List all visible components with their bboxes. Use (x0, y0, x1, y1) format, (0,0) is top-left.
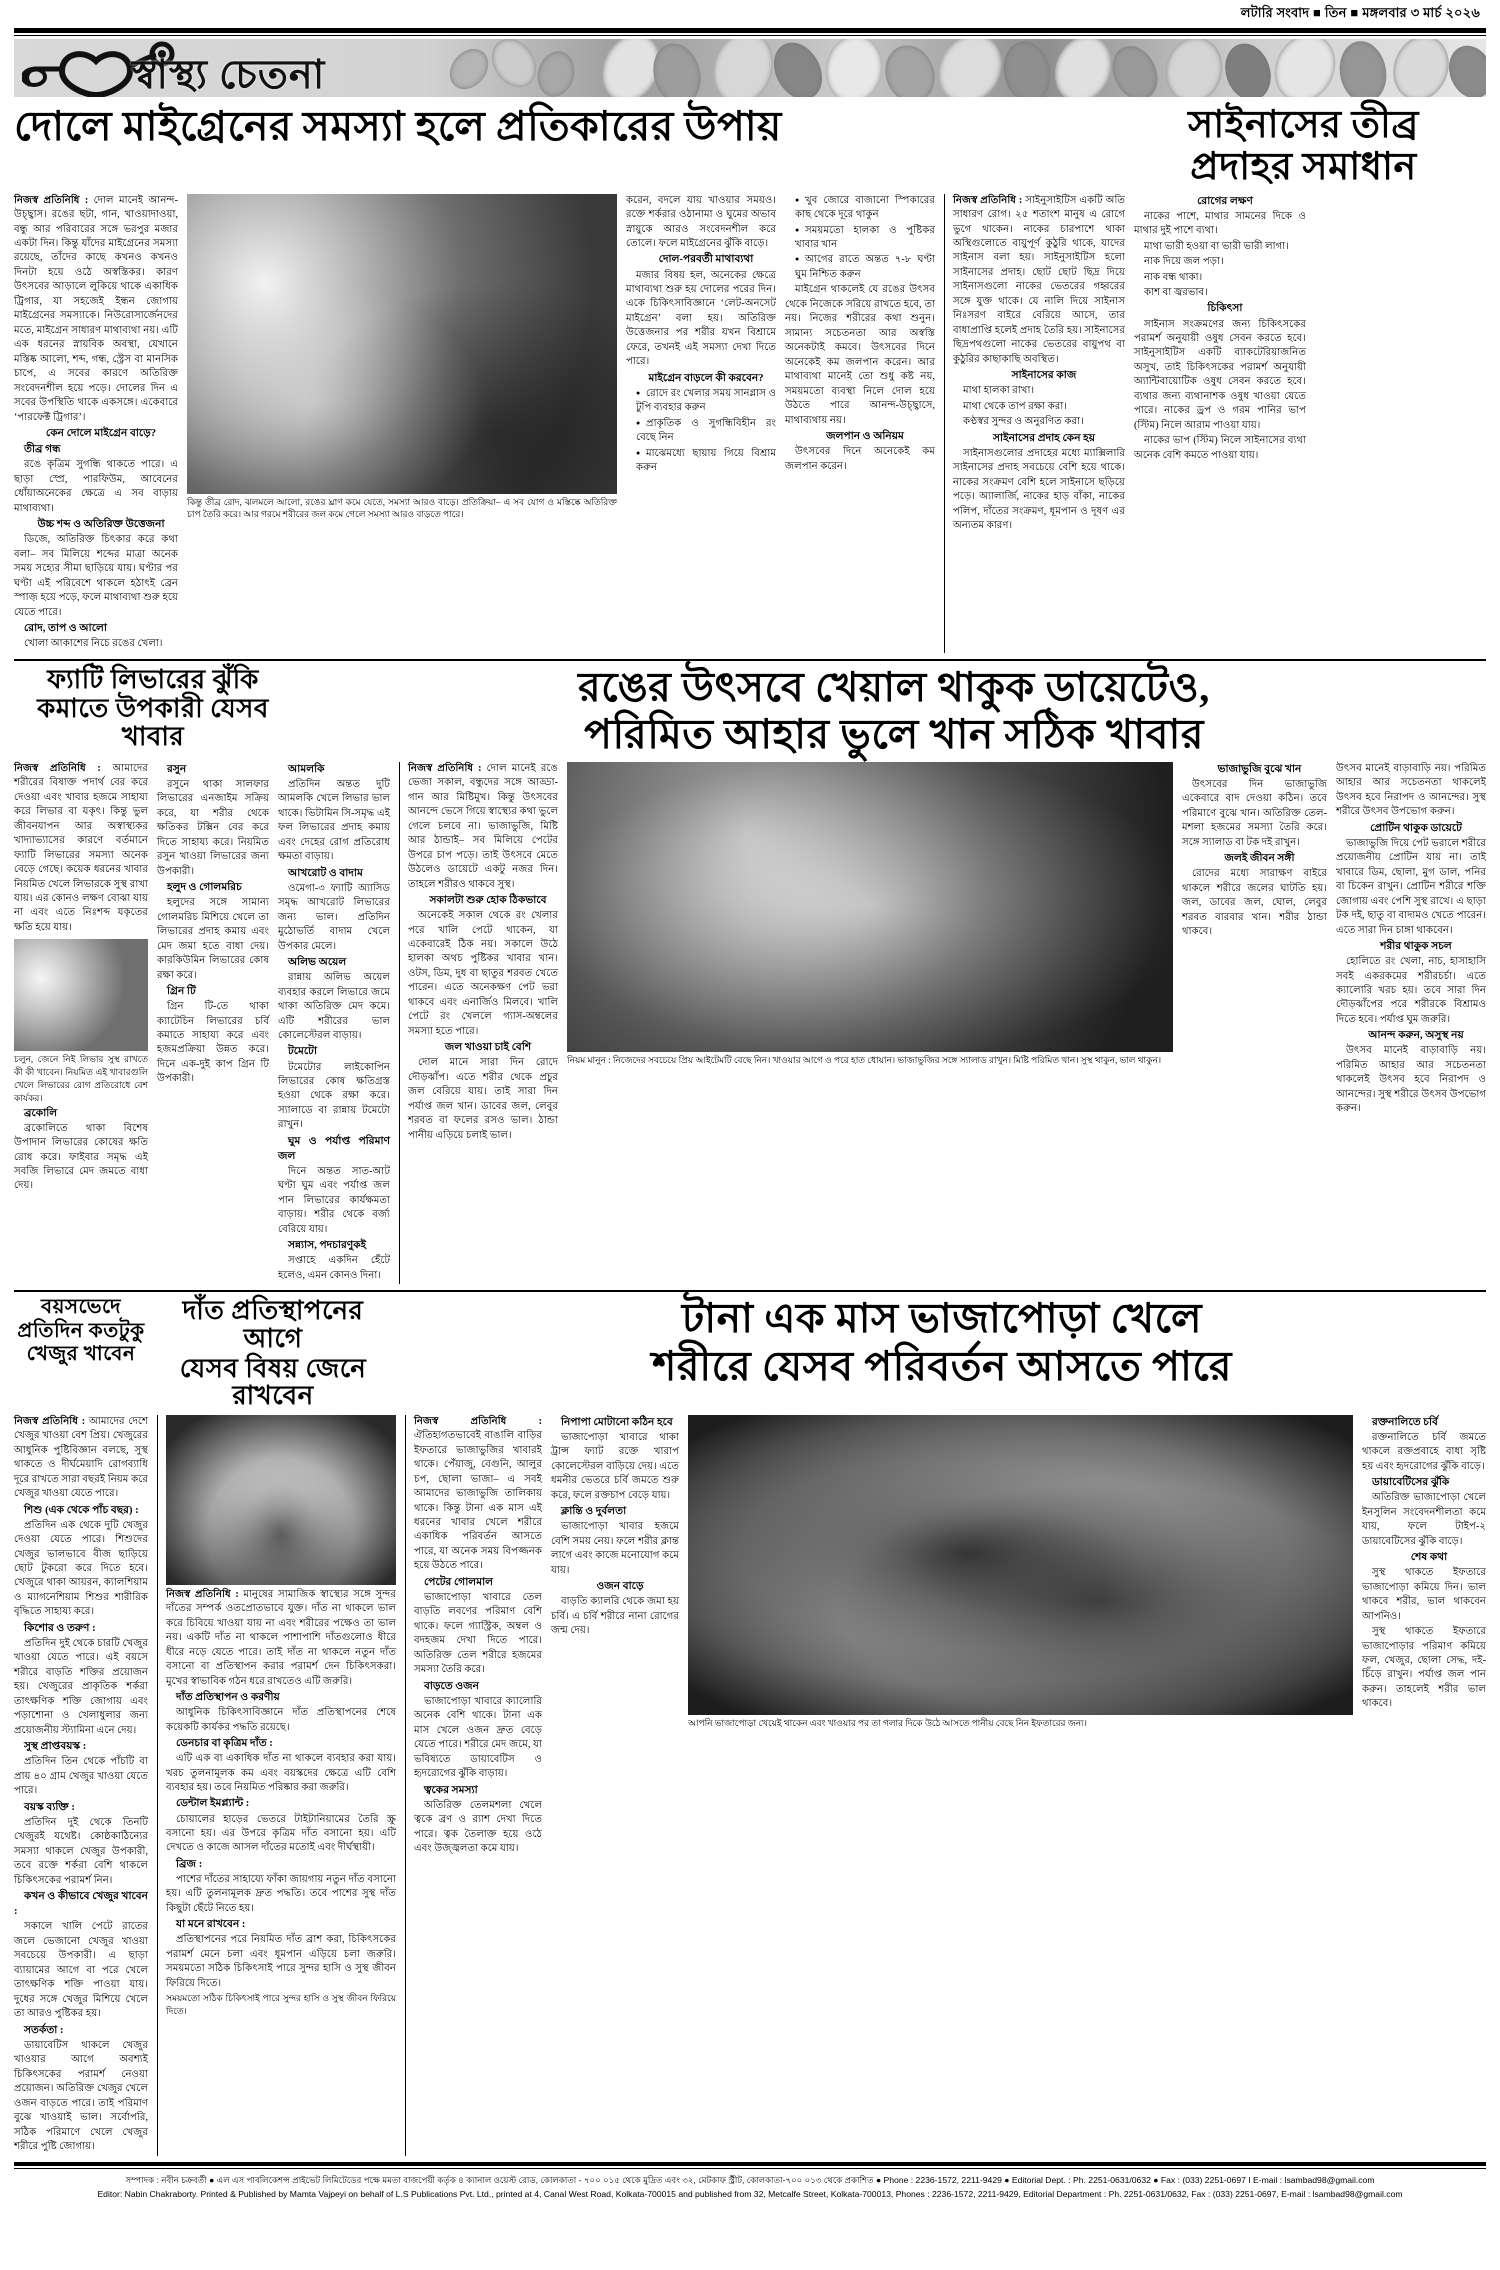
migraine-cap-left-title: রোদ, তাপ ও আলো (24, 623, 107, 635)
liver-intro: আমাদের শরীরের বিষাক্ত পদার্থ বের করে দেওয়া এবং খাবার হজমে সাহায্য করে লিভার বা যকৃৎ। কিন্তু ভুল জীবনযাপন আর অস্বাস্থ্যকর খাদ্যাভ্যাসের কারণে বর্তমানে ফ্যাটি লিভারের সমস্যা অনেক বেড়ে গেছে। কয়েক ধরনের খাবার নিয়মিত খেলে লিভারকে সুস্থ রাখা যায়। এর কোনও লক্ষণ বোঝা যায় না এবং এতে নিঃশব্দ যকৃতের ক্ষতি হয়ে যায়। (14, 762, 148, 933)
fried-col-1 (405, 1415, 542, 2156)
sinus-work-1: মাথা থেকে তাপ রক্ষা করা। (963, 400, 1067, 412)
fried-r3-title: শেষ কথা (1410, 1552, 1448, 1564)
migraine-col-3 (626, 194, 776, 653)
fried-sec-1-text: ভাজাপোড়া খাবারে ক্যালোরি অনেক বেশি থাকে। টানা এক মাস খেলে ওজন দ্রুত বেড়ে যেতে পারে। শরীরে মেদ জমে, যা ভবিষ্যতে ডায়াবেটিস ও হৃদরোগের ঝুঁকি বাড়ায়। (414, 1695, 542, 1780)
fried-sec-4-title: ক্লান্তি ও দুর্বলতা (561, 1506, 627, 1518)
migraine-sub3-text: ডিজে, অতিরিক্ত চিৎকার করে কথা বলা– সব মিলিয়ে শব্দের মাত্রা অনেক সময় সহ্যের সীমা ছাড়িয়ে যায়। ঘণ্টার পর ঘণ্টা এই পরিবেশে থাকলে হঠাৎই ব্রেন স্পাজ় হয়ে পড়ে, ফলে মাথাব্যথা শুরু হয়ে যেতে পারে। (14, 534, 178, 618)
holidiet-sub4-text: ভাজাভুজি দিয়ে পেট ভরালে শরীরে প্রয়োজনীয় প্রোটিন যায় না। তাই খাবারে ডিম, ছোলা, মুগ ডাল, পনির বা চিকেন রাখুন। প্রোটিন শরীরে শক্তি জোগায় এবং পেশি সুস্থ রাখে। এ ছাড়া টক দই, ছাতু বা বাদামও খেতে পারেন। এতে সারা দিন চাঙ্গা থাকবেন। (1336, 837, 1486, 936)
liver-item-4-title: আমলকি (288, 763, 325, 775)
headline-liver-line1: ফ্যাটি লিভারের ঝুঁকি (47, 664, 259, 694)
holidiet-sub5-text: হোলিতে রং খেলা, নাচ, হাসাহাসি সবই একরকমের শরীরচর্চা। এতে ক্যালোরি খরচ হয়। তবে সারা দিন দৌড়ঝাঁপের পরে শরীরকে বিশ্রামও দিতে হবে। পর্যাপ্ত ঘুম জরুরি। (1336, 956, 1486, 1025)
holidiet-sub3-title: ভাজাভুজি বুঝে খান (1217, 763, 1302, 775)
migraine-cap-right-title: জলপান ও অনিয়ম (826, 431, 904, 443)
fried-sec-0-title: পেটের গোলমাল (424, 1576, 494, 1588)
sinus-treat-title: চিকিৎসা (1207, 303, 1243, 315)
holidiet-sub4-title: প্রোটিন থাকুক ডায়েটে (1370, 822, 1462, 834)
teeth-smile-photo (166, 1415, 396, 1585)
fried-col-2 (551, 1415, 679, 2156)
sinus-symptom-3: নাক বন্ধ থাকা। (1144, 271, 1203, 283)
fried-sec-5-text: সুস্থ থাকতে ইফতারে ভাজাপোড়ার পরিমাণ কমিয়ে ফল, খেজুর, ছোলা সেদ্ধ, দই-চিঁড়ে রাখুন। পর্যাপ্ত জল পান করুন। তাহলেই শরীর ভাল থাকবে। (1362, 1626, 1486, 1710)
fried-sec-2-text: ভাজাপোড়া খাবারে থাকা ট্রান্স ফ্যাট রক্তে খারাপ কোলেস্টেরল বাড়িয়ে দেয়। এতে ধমনীর ভেতরে চর্বি জমতে শুরু করে, ফলে রক্তচাপ বেড়ে যায়। (551, 1431, 679, 1501)
holidiet-sub1-title: সকালটা শুরু হোক ঠিকভাবে (429, 895, 547, 906)
dates-sec-2-title: সুস্থ প্রাপ্তবয়স্ক : (24, 1741, 87, 1753)
imprint-english: Editor: Nabin Chakraborty. Printed & Published by Mamta Vajpeyi on behalf of L.S Publications Pvt. Ltd., printed at 4, Canal West Road, Kolkata-700015 and published from 32, Metcalfe Street, Kolkata-700013, Phones : 2236-1572, 2211-9429, Editorial Department : Ph. 2251-0631/0632, Fax : (033) 2251-0697, E-mail : lsambad98@gmail.com (97, 2189, 1403, 2200)
headline-dates-line1: বয়সভেদে (40, 1296, 122, 1319)
sinus-work-title: সাইনাসের কাজ (1011, 370, 1077, 382)
dates-sec-2-text: প্রতিদিন তিন থেকে পাঁচটি বা প্রায় ৪০ গ্রাম খেজুর খাওয়া যেতে পারে। (14, 1756, 148, 1797)
section-masthead (14, 39, 1486, 97)
dental-sec-4-text: প্রতিস্থাপনের পরে নিয়মিত দাঁত ব্রাশ করা, চিকিৎসকের পরামর্শ মেনে চলা এবং ধূমপান এড়িয়ে চলা জরুরি। সময়মতো সঠিক চিকিৎসাই পারে সুন্দর হাসি ও সুস্থ জীবন ফিরিয়ে দিতে। (166, 1934, 396, 1989)
dates-intro: আমাদের দেশে খেজুর খাওয়া বেশ প্রিয়। খেজুরের আধুনিক পুষ্টিবিজ্ঞান বলছে, সুস্থ থাকতে ও দীর্ঘমেয়াদি রোগব্যাধি দূরে রাখতে সারা বছরই নিয়ম করে খেজুর খাওয়া যেতে পারে। (14, 1415, 149, 1500)
migraine-lead-text: দোল মানেই আনন্দ-উচ্ছ্বাস। রঙের ছটা, গান, খাওয়াদাওয়া, বন্ধু আর পরিবারের সঙ্গে ভরপুর মজার একটা দিন। কিন্তু যাঁদের মাইগ্রেনের সমস্যা রয়েছে, তাঁদের কাছে কখনও কখনও দিনটা হয়ে ওঠে অস্বস্তিকর। কারণ উৎসবের আড়ালে লুকিয়ে থাকে একাধিক ট্রিগার, যা সহজেই ইন্ধন জোগায় মাইগ্রেনের সমস্যাকে। নিউরোসার্জেনদের মতে, মাইগ্রেন সাধারণ মাথাব্যথা নয়। এটি এক ধরনের স্নায়বিক অবস্থা, যেখানে মস্তিষ্ক আলো, শব্দ, গন্ধ, স্ট্রেস বা মানসিক চাপে, এ সবের কারণে অতিরিক্ত সংবেদনশীল হয়ে পড়ে। দোলের দিন এ সবের উপস্থিতি থাকে একসঙ্গে। একেবারে ‘পারফেক্ট ট্রিগার’। (14, 194, 178, 423)
section-separator-1 (14, 659, 1486, 661)
holidiet-sub1-text: অনেকেই সকাল থেকে রং খেলার পরে খালি পেটে থাকেন, যা একেবারেই ঠিক নয়। সকালে উঠে হালকা অথচ পুষ্টিকর খাবার খান। ওটস, ডিম, দুধ বা ছাতুর শরবত খেতে পারেন। এতে অনেকক্ষণ পেট ভরা থাকবে এবং এনার্জিও মিলবে। খালি পেটে রং খেললে গ্যাস-অম্বলের সমস্যা হতে পারে। (408, 910, 558, 1037)
dates-col-1 (14, 1415, 148, 2156)
masthead-title: স্বাস্থ্য চেতনা (132, 52, 326, 97)
headline-sinus-line2: প্রদাহর সমাধান (1190, 146, 1417, 189)
holi-sweets-gujiya-photo (567, 762, 1173, 1052)
liver-item-5-title: আখরোট ও বাদাম (288, 867, 363, 879)
liver-col-2 (157, 762, 269, 1285)
holidiet-col-2 (1182, 762, 1327, 1285)
fried-midhead: ওজন বাড়ে (596, 1581, 644, 1593)
dental-sec-1-text: এটি এক বা একাধিক দাঁত না থাকলে ব্যবহার করা যায়। খরচ তুলনামূলক কম এবং বয়স্কদের ক্ষেত্রে এটি বেশি ব্যবহার হয়। তবে নিয়মিত পরিষ্কার করা জরুরি। (166, 1753, 396, 1793)
liver-item-3-title: গ্রিন টি (167, 986, 196, 997)
liver-col-3 (278, 762, 390, 1285)
fried-r3-text: সুস্থ থাকতে ইফতারে ভাজাপোড়া কমিয়ে দিন। ভাল থাকবে শরীর, ভাল থাকবেন আপনিও। (1362, 1567, 1486, 1622)
fried-sec-1-title: বাড়তে ওজন (424, 1680, 479, 1692)
liver-item-0-title: ব্রকোলি (24, 1107, 58, 1119)
holidiet-sub3-text: উৎসবের দিন ভাজাভুজি একেবারে বাদ দেওয়া কঠিন। তবে পরিমাণে বুঝে খান। অতিরিক্ত তেল-মশলা হজমের সমস্যা তৈরি করে। সঙ্গে স্যালাড বা টক দই রাখুন। (1182, 778, 1327, 848)
dental-sec-0-text: আধুনিক চিকিৎসাবিজ্ঞানে দাঁত প্রতিস্থাপনের শেষে কয়েকটি কার্যকর পদ্ধতি রয়েছে। (166, 1707, 396, 1733)
holi-photo-caption: কিন্তু তীব্র রোদ, ঝলমলে আলো, রঙের ঘ্রাণ কমে যেতে, সমস্যা আরও বাড়ে। প্রতিক্রিয়া– এ সব যোগ ও মস্তিষ্কে অতিরিক্ত চাপ তৈরি করে। আর গরমে শরীরের জল কমে গেলে সমস্যা আরও বাড়তে পারে। (187, 496, 617, 519)
sinus-col-2 (1134, 194, 1306, 653)
sinus-col-1 (944, 194, 1125, 653)
headline-dental-line1: দাঁত প্রতিস্থাপনের আগে (182, 1296, 364, 1353)
headline-holidiet-line2: পরিমিত আহার ভুলে খান সঠিক খাবার (584, 711, 1204, 758)
liver-col-1 (14, 762, 148, 1285)
migraine-bullet-4: ● সময়মতো হালকা ও পুষ্টিকর খাবার খান (785, 224, 935, 253)
holidiet-sub2-title: জল খাওয়া চাই বেশি (444, 1042, 532, 1054)
holidiet-intro: দোল মানেই রঙে ভেজা সকাল, বন্ধুদের সঙ্গে আড্ডা-গান আর মিষ্টিমুখ। কিন্তু উৎসবের আনন্দে ভেসে গিয়ে স্বাস্থ্যের কথা ভুলে গেলে চলবে না। ভাজাভুজি, মিষ্টি আর ঠান্ডাই– সব মিলিয়ে পেটের উপরে চাপ পড়ে। তাই উৎসবে মেতে উঠলেও ডায়েটে একটু নজর দিন। তাহলে শরীরও থাকবে সুস্থ। (408, 762, 558, 890)
fried-sec-3-title: ত্বকের সমস্যা (424, 1784, 478, 1796)
dates-sec-1-text: প্রতিদিন দুই থেকে চারটি খেজুর খাওয়া যেতে পারে। এই বয়সে শরীরে বাড়তি শক্তির প্রয়োজন হয়। খেজুরের প্রাকৃতিক শর্করা তাৎক্ষণিক শক্তি জোগায় এবং পড়াশোনা ও খেলাধুলার জন্য প্রয়োজনীয় স্ট্যামিনা এনে দেয়। (14, 1637, 148, 1736)
fried-r1-title: রক্তনালিতে চর্বি (1372, 1416, 1438, 1428)
dental-sec-0-title: দাঁত প্রতিস্থাপন ও করণীয় (176, 1692, 280, 1703)
sinus-treat-text: সাইনাস সংক্রমণের জন্য চিকিৎসকের পরামর্শ অনুযায়ী ওষুধ সেবন করতে হবে। সাইনুসাইটিস একটি ব্যাকটেরিয়াজনিত অসুখ, তাই চিকিৎসকের পরামর্শ অনুযায়ী অ্যান্টিবায়োটিক ওষুধ সেবন করতে হবে। ব্যথার জন্য ব্যথানাশক ওষুধ খাওয়া যেতে পারে। নাকের ড্রপ ও গরম পানির ভাপ (স্টিম) নিলে আরাম পাওয়া যায়। (1134, 318, 1306, 431)
migraine-cap-right-text: উৎসবের দিনে অনেকেই কম জলপান করেন। (785, 446, 935, 472)
liver-byline: নিজস্ব প্রতিনিধি : (14, 762, 101, 774)
liver-item-0-text: ব্রকোলিতে থাকা বিশেষ উপাদান লিভারের কোষের ক্ষতি রোধ করে। ফাইবার সমৃদ্ধ এই সবজি লিভারে মেদ জমতে বাধা দেয়। (14, 1122, 148, 1192)
dental-photo-caption: সময়মতো সঠিক চিকিৎসাই পারে সুন্দর হাসি ও সুস্থ জীবন ফিরিয়ে দিতে। (166, 1993, 396, 2017)
migraine-sub3-title: উচ্চ শব্দ ও অতিরিক্ত উত্তেজনা (37, 519, 165, 531)
liver-item-8-text: দিনে অন্তত সাত-আট ঘণ্টা ঘুম এবং পর্যাপ্ত জল পান লিভারের কার্যক্ষমতা বাড়ায়। শরীর থেকে বর্জ্য বেরিয়ে যায়। (278, 1166, 390, 1235)
dental-intro: মানুষের সামাজিক স্বাস্থ্যের সঙ্গে সুন্দর দাঁতের সম্পর্ক ওতপ্রোতভাবে যুক্ত। দাঁত না থাকলে ভাল করে চিবিয়ে খাওয়া যায় না এবং শরীরের পক্ষেও তা ভাল নয়। একটি দাঁত না থাকলে পাশাপাশি দাঁতগুলোও ধীরে ধীরে নড়ে যেতে পারে। তাই দাঁত না থাকলে নতুন দাঁত বসানো বা প্রতিস্থাপন করার পরামর্শ দেন চিকিৎসকরা। মুখের স্বাভাবিক গঠন ধরে রাখতেও এটি জরুরি। (166, 1588, 397, 1687)
fried-byline: নিজস্ব প্রতিনিধি : (414, 1415, 542, 1427)
sinus-byline: নিজস্ব প্রতিনিধি : (953, 194, 1023, 206)
liver-item-6-title: অলিভ অয়েল (288, 957, 347, 969)
migraine-sub4-text: মজার বিষয় হল, অনেকের ক্ষেত্রে মাথাব্যথা শুরু হয় দোলের পরের দিন। একে চিকিৎসাবিজ্ঞানে ‘লেট-অনসেট মাইগ্রেন’ বলা হয়। অতিরিক্ত উত্তেজনার পর শরীর যখন বিশ্রামে ফেরে, তখনই এই সমস্যা দেখা দিতে পারে। (626, 269, 776, 368)
dental-sec-1-title: ডেনচার বা কৃত্রিম দাঁত : (176, 1738, 273, 1749)
fried-sec-4-text: ভাজাপোড়া খাবার হজমে বেশি সময় নেয়। ফলে শরীর ক্লান্ত লাগে এবং কাজে মনোযোগ কমে যায়। (551, 1521, 679, 1576)
liver-item-8-title: ঘুম ও পর্যাপ্ত পরিমাণ জল (278, 1135, 390, 1162)
liver-item-6-text: রান্নায় অলিভ অয়েল ব্যবহার করলে লিভারে জমে থাকা অতিরিক্ত মেদ কমে। এটি শরীরের ভাল কোলেস্টেরল বাড়ায়। (278, 972, 390, 1041)
migraine-bullet-5: ● আগের রাতে অন্তত ৭-৮ ঘণ্টা ঘুম নিশ্চিত করুন (785, 253, 935, 282)
holidiet-sub5-title: শরীর থাকুক সচল (1380, 941, 1452, 952)
top-rule (14, 28, 1486, 36)
migraine-bullet-2: ● মাঝেমধ্যে ছায়ায় গিয়ে বিশ্রাম করুন (626, 447, 776, 476)
dental-byline: নিজস্ব প্রতিনিধি : (166, 1588, 239, 1600)
fried-r2-text: অতিরিক্ত ভাজাপোড়া খেলে ইনসুলিন সংবেদনশীলতা কমে যায়, ফলে টাইপ-২ ডায়াবেটিসের ঝুঁকি বাড়ে। (1362, 1492, 1486, 1547)
dateline: লটারি সংবাদ ■ তিন ■ মঙ্গলবার ৩ মার্চ ২০২৬ (1240, 5, 1480, 20)
migraine-sub2-text: রঙে কৃত্রিম সুগন্ধি থাকতে পারে। এ ছাড়া স্প্রে, পারফিউম, আবেনের ধোঁয়াঅনেকের ক্ষেত্রে এ সব বাড়ায় মাথাব্যথা। (14, 459, 178, 514)
fried-snacks-plate-photo (688, 1415, 1353, 1715)
holidiet-tail: উৎসব মানেই বাড়াবাড়ি নয়। পরিমিত আহার আর সচেতনতা থাকলেই উৎসব হবে নিরাপদ ও আনন্দের। সুস্থ শরীরে উৎসব উপভোগ করুন। (1336, 762, 1486, 818)
headline-liver-line2: কমাতে উপকারী যেসব খাবার (37, 694, 269, 751)
liver-item-7-title: টমেটো (288, 1046, 318, 1058)
migraine-col-1 (14, 194, 178, 653)
sinus-symptoms-title: রোগের লক্ষণ (1197, 195, 1253, 207)
section-separator-2 (14, 1290, 1486, 1292)
migraine-sub5-title: মাইগ্রেন বাড়লে কী করবেন? (648, 372, 764, 384)
headline-fried-line1: টানা এক মাস ভাজাপোড়া খেলে (681, 1295, 1203, 1342)
holidiet-col-1 (399, 762, 558, 1285)
migraine-byline: নিজস্ব প্রতিনিধি : (14, 194, 89, 206)
dates-sec-0-text: প্রতিদিন এক থেকে দুটি খেজুর দেওয়া যেতে পারে। শিশুদের খেজুর ভালভাবে বীজ ছাড়িয়ে ছোট টুকরো করে দিতে হবে। খেজুরে থাকা আয়রন, ক্যালশিয়াম ও ম্যাগনেশিয়াম শিশুর শারীরিক বৃদ্ধিতে সাহায্য করে। (14, 1519, 148, 1618)
headline-holidiet-line1: রঙের উৎসবে খেয়াল থাকুক ডায়েটেও, (578, 663, 1210, 710)
holidiet-col-3 (1336, 762, 1486, 1285)
migraine-col-4 (785, 194, 935, 653)
headline-dates-line2: প্রতিদিন কতটুকু (17, 1319, 145, 1342)
sinus-symptom-1: মাথা ভারী হওয়া বা ভারী ভারী লাগা। (1144, 240, 1289, 252)
liver-item-2-text: হলুদের সঙ্গে সামান্য গোলমরিচ মিশিয়ে খেলে তা লিভারের প্রদাহ কমায় এবং মেদ জমা হতে বাধা দেয়। কারকিউমিন লিভারের কোষ রক্ষা করে। (157, 897, 269, 981)
imprint-bengali: সম্পাদক : নবীন চক্রবর্তী ● এল এস পাবলিকেশন্স প্রাইভেট লিমিটেডের পক্ষে মমতা বাজপেয়ী কর্তৃক ৪ ক্যানাল ওয়েস্ট রোড, কোলকাতা - ৭০০ ০১৫ থেকে মুদ্রিত এবং ৩২, মেটকাফ স্ট্রীট, কোলকাতা-৭০০ ০১৩ থেকে প্রকাশিত ● Phone : 2236-1572, 2211-9429 ● Editorial Dept. : Ph. 2251-0631/0632 ● Fax : (033) 2251-0697 I E-mail : lsambad98@gmail.com (125, 2174, 1375, 2185)
holidiet-submid-title: জলই জীবন সঙ্গী (1224, 853, 1295, 865)
migraine-sub2-title: তীব্র গন্ধ (24, 444, 61, 456)
dates-sec-5-title: সতর্কতা : (24, 2024, 64, 2036)
dates-byline: নিজস্ব প্রতিনিধি : (14, 1415, 86, 1427)
dates-sec-5-text: ডায়াবেটিস থাকলে খেজুর খাওয়ার আগে অবশ্যই চিকিৎসকের পরামর্শ নেওয়া প্রয়োজন। অতিরিক্ত খেজুর খেলে ওজন বাড়তে পারে। তাই পরিমাণ বুঝে খাওয়াই ভাল। সর্বোপরি, সঠিক পরিমাণে খেলে খেজুর শরীরে পুষ্টি জোগায়। (14, 2039, 148, 2153)
sinus-symptom-4: কাশ বা জ্বরভাব। (1144, 286, 1208, 298)
migraine-closing: মাইগ্রেন থাকলেই যে রঙের উৎসব থেকে নিজেকে সরিয়ে রাখতে হবে, তা নয়। নিজের শরীরের কথা শুনুন। সামান্য সচেতনতা আর অস্বস্তি অনেকটাই কমবে। উৎসবের দিনে অনেকেই কম জলপান করেন। আর মাথাব্যথা মানেই তো শুধু কষ্ট নয়, সময়মতো ব্যবস্থা নিলে দোল হয়ে উঠতে পারে আনন্দ-উচ্ছ্বাসে, মাথাব্যথায় নয়। (785, 284, 935, 426)
migraine-bullet-3: ● খুব জোরে বাজানো স্পিকারের কাছ থেকে দূরে থাকুন (785, 194, 935, 223)
migraine-bullet-1: ● প্রাকৃতিক ও সুগন্ধিবিহীন রং বেছে নিন (626, 417, 776, 446)
dates-sec-4-title: কখন ও কীভাবে খেজুর খাবেন : (14, 1891, 148, 1918)
sinus-symptom-2: নাক দিয়ে জল পড়া। (1144, 256, 1224, 268)
migraine-col3-text: করেন, বদলে যায় খাওয়ার সময়ও। রক্তে শর্করার ওঠানামা ও ঘুমের অভাব স্নায়ুকে আরও সংবেদনশীল করে তোলে। ফলে মাইগ্রেনের ঝুঁকি বাড়ে। (626, 194, 776, 249)
dates-sec-3-text: প্রতিদিন দুই থেকে তিনটি খেজুরই যথেষ্ট। কোষ্ঠকাঠিন্যের সমস্যা থাকলে খেজুর উপকারী, তবে রক্তে শর্করা বেশি থাকলে চিকিৎসকের পরামর্শ নিন। (14, 1816, 148, 1886)
footer-rule (14, 2162, 1486, 2169)
migraine-cap-left-text: খোলা আকাশের নিচে রঙের খেলা। (24, 638, 163, 650)
dental-sec-2-text: চোয়ালের হাড়ের ভেতরে টাইটানিয়ামের তৈরি স্ক্রু বসানো হয়। এর উপরে কৃত্রিম দাঁত বসানো হয়। এটি দেখতে ও কাজে আসল দাঁতের মতোই এবং দীর্ঘস্থায়ী। (166, 1813, 396, 1854)
liver-photo-caption: চলুন, জেনে নিই লিভার সুস্থ রাখতে কী কী খাবেন। নিয়মিত এই খাবারগুলি খেলে লিভারের রোগ প্রতিরোধে বেশ কার্যকর। (14, 1054, 148, 1103)
sinus-work-0: মাথা হালকা রাখা। (963, 385, 1035, 397)
liver-item-3-text: গ্রিন টি-তে থাকা ক্যাটেচিন লিভারের চর্বি কমাতে সাহায্য করে এবং হজমপ্রক্রিয়া উন্নত করে। দিনে এক-দুই কাপ গ্রিন টি উপকারী। (157, 1001, 269, 1085)
migraine-sub1: কেন দোলে মাইগ্রেন বাড়ে? (45, 428, 157, 440)
liver-item-9-text: সপ্তাহে একদিন হেঁটে হলেও, এমন কোনও দিনা। (278, 1255, 390, 1281)
dates-sec-0-title: শিশু (এক থেকে পাঁচ বছর) : (24, 1504, 139, 1516)
dental-sec-2-title: ডেন্টাল ইমপ্ল্যান্ট : (176, 1798, 250, 1810)
sinus-why-title: সাইনাসের প্রদাহ কেন হয় (993, 432, 1095, 444)
holidiet-sub6-text2: উৎসব মানেই বাড়াবাড়ি নয়। পরিমিত আহার আর সচেতনতা থাকলেই উৎসব হবে নিরাপদ ও আনন্দের। সুস্থ শরীরে উৎসব উপভোগ করুন। (1336, 1045, 1486, 1115)
liver-item-9-title: সন্ন্যাস, পদচারণুকই (288, 1240, 367, 1252)
sinus-why-text: সাইনাসগুলোর প্রদাহের মধ্যে ম্যাক্সিলারি সাইনাসের প্রদাহ সবচেয়ে বেশি হয়ে থাকে। নাকের সংক্রমণ বেশি হলে সাইনাসে ছড়িয়ে পড়ে। অ্যালার্জি, নাকের হাড় বাঁকা, নাকের পলিপ, দাঁতের সংক্রমণ, ধূমপান ও দূষণ এর অন্যতম কারণ। (953, 447, 1125, 532)
fried-intro: ঐতিহ্যগতভাবেই বাঙালি বাড়ির ইফতারে ভাজাভুজির খাবারই থাকে। পেঁয়াজু, বেগুনি, আলুর চপ, ছোলা ভাজা– এ সবই আমাদের ভাজাভুজি তালিকায় থাকে। কিন্তু টানা এক মাস এই ধরনের খাবার খেলে শরীরে একাধিক পরিবর্তন আসতে পারে, যা অনেক সময় বিপজ্জনক হয়ে উঠতে পারে। (414, 1430, 542, 1572)
dates-sec-4-text: সকালে খালি পেটে রাতের জলে ভেজানো খেজুর খাওয়া সবচেয়ে উপকারী। এ ছাড়া ব্যায়ামের আগে বা পরে খেলে তাৎক্ষণিক শক্তি পাওয়া যায়। দুধের সঙ্গে খেজুর মিশিয়ে খেলে তা আরও পুষ্টিকর হয়। (14, 1921, 148, 2020)
dental-sec-3-title: ব্রিজ : (176, 1858, 203, 1870)
fried-col-3 (1362, 1415, 1486, 2156)
liver-item-7-text: টমেটোর লাইকোপিন লিভারের কোষ ক্ষতিগ্রস্ত হওয়া থেকে রক্ষা করে। স্যালাডে বা রান্নায় টমেটো রাখুন। (278, 1061, 390, 1131)
dental-sec-3-text: পাশের দাঁতের সাহায্যে ফাঁকা জায়গায় নতুন দাঁত বসানো হয়। এটি তুলনামূলক দ্রুত পদ্ধতি। তবে পাশের সুস্থ দাঁত কিছুটা ছেঁটে নিতে হয়। (166, 1874, 396, 1914)
headline-migraine: দোলে মাইগ্রেনের সমস্যা হলে প্রতিকারের উপায় (14, 103, 782, 149)
fried-midtext: বাড়তি ক্যালরি থেকে জমা হয় চর্বি। এ চর্বি শরীরে নানা রোগের জন্ম দেয়। (551, 1596, 679, 1637)
fried-r1-text: রক্তনালিতে চর্বি জমতে থাকলে রক্তপ্রবাহে বাধা সৃষ্টি হয় এবং হৃদরোগের ঝুঁকি বাড়ে। (1362, 1431, 1486, 1472)
liver-item-1-title: রসুন (167, 763, 187, 775)
headline-fried-line2: শরীরে যেসব পরিবর্তন আসতে পারে (652, 1342, 1232, 1389)
headline-dental-line2: যেসব বিষয় জেনে রাখবেন (179, 1353, 367, 1411)
holidiet-submid-text: রোদের মধ্যে সারাক্ষণ বাইরে থাকলে শরীরে জলের ঘাটতি হয়। জল, ডাবের জল, ঘোল, লেবুর শরবত বারবার খান। শরীর ঠান্ডা থাকবে। (1182, 868, 1327, 938)
headline-dates-line3: খেজুর খাবেন (26, 1342, 136, 1365)
dates-sec-3-title: বয়স্ক ব্যক্তি : (24, 1801, 75, 1813)
fried-sec-3-text: অতিরিক্ত তেলমশলা খেলে ত্বকে ব্রণ ও র‍্যাশ দেখা দিতে পারে। ত্বক তৈলাক্ত হয়ে ওঠে এবং উজ্জ্বলতা কমে যায়। (414, 1799, 542, 1855)
fruits-vegetables-photo (14, 939, 148, 1051)
dates-sec-1-title: কিশোর ও তরুণ : (24, 1622, 96, 1634)
fried-sec-2-title: নিপাপা মোটানো কঠিন হবে (561, 1416, 673, 1428)
holi-sweets-caption: নিয়ম মানুন : নিজেদের সবচেয়ে প্রিয় আইটেমটি বেছে নিন। খাওয়ার আগে ও পরে হাত ধোয়ান। ভাজাভুজির সঙ্গে স্যালাড রাখুন। মিষ্টি পরিমিত খান। সুস্থ থাকুন, ভাল থাকুন। (567, 1054, 1162, 1065)
sinus-caption: নাকের ভাপ (স্টিম) নিলে সাইনাসের ব্যথা অনেক বেশি কমতে পাওয়া যায়। (1134, 435, 1306, 461)
sinus-symptom-0: নাকের পাশে, মাথার সামনের দিকে ও মাথার দুই পাশে ব্যথা। (1134, 210, 1306, 237)
dental-sec-4-title: যা মনে রাখবেন : (176, 1919, 246, 1931)
liver-item-5-text: ওমেগা-৩ ফ্যাটি অ্যাসিড সমৃদ্ধ আখরোট লিভারের জন্য ভাল। প্রতিদিন মুঠোভর্তি বাদাম খেলে উপকার মেলে। (278, 882, 390, 952)
holidiet-byline: নিজস্ব প্রতিনিধি : (408, 762, 482, 774)
fried-sec-0-text: ভাজাপোড়া খাবারে তেল বাড়তি লবণের পরিমাণ বেশি থাকে। ফলে গ্যাস্ট্রিক, অম্বল ও বদহজম দেখা দিতে পারে। অতিরিক্ত তেল শরীরে হজমের সমস্যা তৈরি করে। (414, 1591, 542, 1676)
sinus-intro: সাইনুসাইটিস একটি অতি সাধারণ রোগ। ২৫ শতাংশ মানুষ এ রোগে ভুগে থাকেন। নাকের চারপাশে থাকা অস্থিগুলোতে বায়ুপূর্ণ কুঠুরি থাকে, যাদের সাইনাস বলা হয়। সাইনুসাইটিস হলো সাইনাসের প্রদাহ। ছোট ছোট ছিদ্র দিয়ে সাইনাসগুলো নাকের ভেতরের গহ্বরের সঙ্গে যুক্ত থাকে। যে নালি দিয়ে সাইনাস নিঃসরণ বাইরে বেরিয়ে আসে, তার বাধাপ্রাপ্তি হলেই প্রদাহ তৈরি হয়। সাইনাসের ছিদ্রপথগুলো নাকের ভেতরের বায়ুপথ বা কুঠুরির কাছাকাছি অবস্থিত। (953, 194, 1126, 365)
liver-item-4-text: প্রতিদিন অন্তত দুটি আমলকি খেলে লিভার ভাল থাকে। ভিটামিন সি-সমৃদ্ধ এই ফল লিভারের প্রদাহ কমায় এবং দেহের রোগ প্রতিরোধ ক্ষমতা বাড়ায়। (278, 778, 390, 863)
dental-col-1 (157, 1415, 396, 2156)
fried-r2-title: ডায়াবেটিসের ঝুঁকি (1372, 1477, 1450, 1489)
liver-item-2-title: হলুদ ও গোলমরিচ (167, 882, 242, 894)
migraine-bullet-0: ● রোদে রং খেলার সময় সানগ্লাস ও টুপি ব্যবহার করুন (626, 387, 776, 416)
migraine-sub4-title: দোল-পরবর্তী মাথাব্যথা (658, 254, 754, 266)
holidiet-sub2-text: দোল মানে সারা দিন রোদে দৌড়ঝাঁপ। এতে শরীর থেকে প্রচুর জল বেরিয়ে যায়। তাই সারা দিন পর্যাপ্ত জল খান। ডাবের জল, লেবুর শরবত বা ফলের রসও ভাল। ঠান্ডা পানীয় এড়িয়ে চলাই ভাল। (408, 1057, 558, 1141)
headline-sinus-line1: সাইনাসের তীব্র (1188, 104, 1419, 146)
sinus-work-2: কণ্ঠস্বর সুন্দর ও অনুরণিত করা। (963, 416, 1084, 428)
holidiet-sub6-title: আনন্দ করুন, অসুস্থ নয় (1368, 1030, 1464, 1042)
liver-item-1-text: রসুনে থাকা সালফার লিভারের এনজাইম সক্রিয় করে, যা শরীর থেকে ক্ষতিকর টক্সিন বের করে দিতে সাহায্য করে। নিয়মিত রসুন খাওয়া লিভারের জন্য উপকারী। (157, 778, 269, 877)
fried-photo-caption: আপনি ভাজাপোড়া খেয়েই থাকেন এবং খাওয়ার পর তা গলার দিকে উঠে আসতে পানীয় বেছে নিন ইফতারের জন্য। (688, 1717, 1087, 1728)
holi-celebration-photo (187, 194, 617, 494)
